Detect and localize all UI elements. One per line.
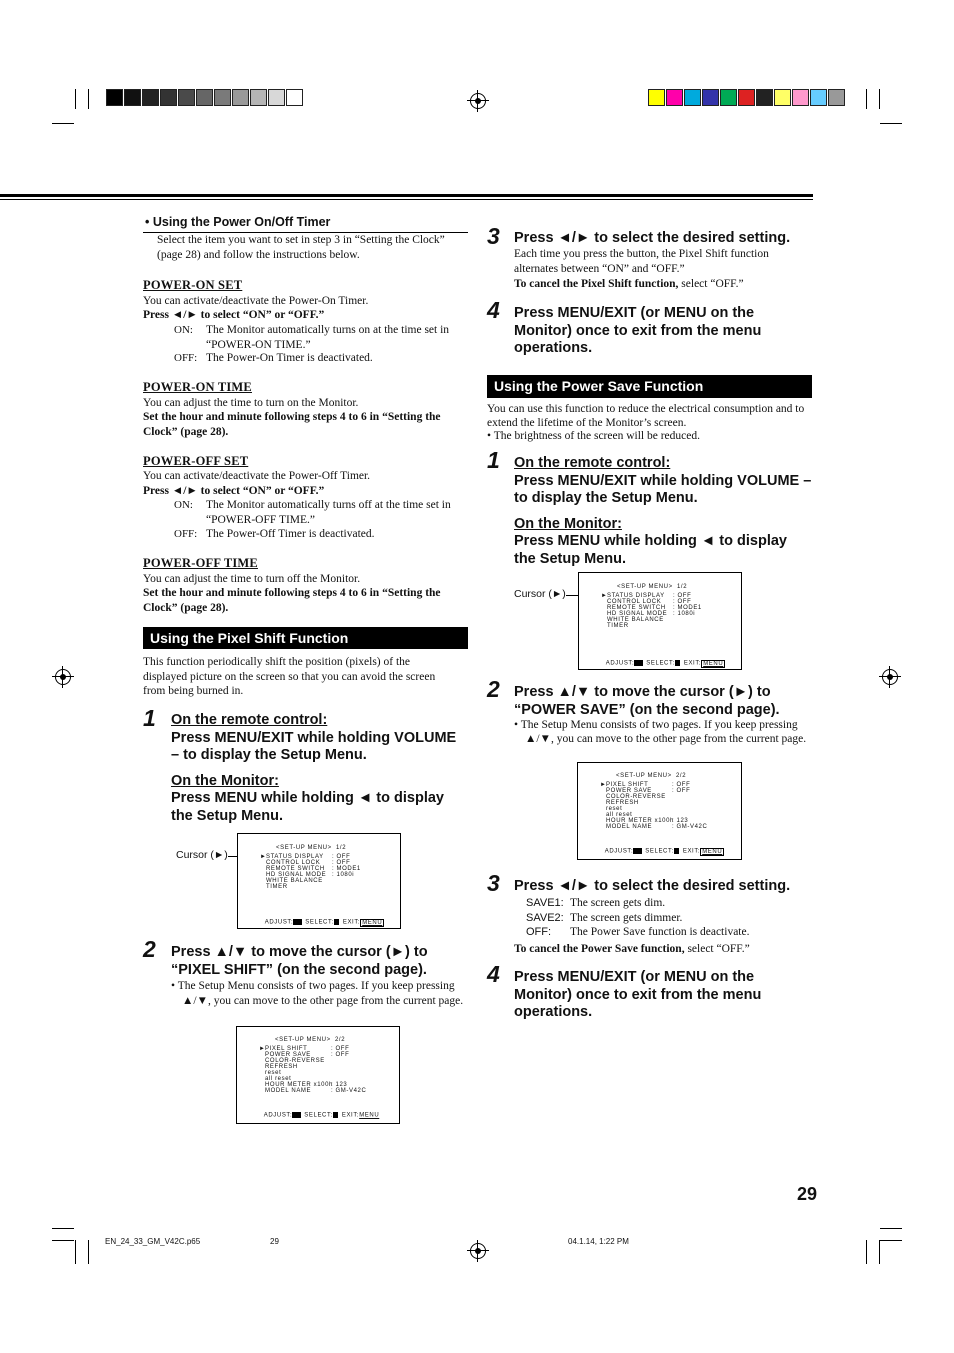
pixel-step3-number: 3 xyxy=(487,223,500,249)
registration-mark-top-icon xyxy=(470,93,486,109)
menu1b-value: : 1080i xyxy=(673,611,696,617)
gray-swatch xyxy=(124,89,141,106)
pixel-step3-cancel xyxy=(514,277,810,292)
power-on-set-press: Press ◄/► to select “ON” or “OFF.” xyxy=(143,309,325,321)
menu1b-item: TIMER xyxy=(607,623,629,629)
footer-filename: EN_24_33_GM_V42C.p65 xyxy=(105,1237,201,1246)
gray-swatch xyxy=(160,89,177,106)
power-save-step2-text: Press ▲/▼ to move the cursor (►) to “POWER SAVE” (on the second page). xyxy=(514,684,780,718)
power-save-step4-text: Press MENU/EXIT (or MENU on the Monitor) once to exit from the menu operations. xyxy=(514,969,762,1020)
setup-menu-page1-screen xyxy=(237,833,401,929)
power-save-step1-text xyxy=(514,455,812,568)
power-off-time-desc: You can adjust the time to turn off the Monitor. xyxy=(143,573,361,585)
menu2a-footer-exit: EXIT: xyxy=(341,1112,360,1119)
power-off-time-title: POWER-OFF TIME xyxy=(143,556,258,570)
menu2b-item: PIXEL SHIFT xyxy=(606,782,649,788)
power-on-time-title: POWER-ON TIME xyxy=(143,380,252,394)
menu2b-value: : GM-V42C xyxy=(672,824,708,830)
footer-page: 29 xyxy=(270,1237,279,1246)
menu2a-item: POWER SAVE xyxy=(265,1052,311,1058)
menu2a-footer-menu-key: MENU xyxy=(359,1112,380,1119)
pixel-step3-cancel-bold: To cancel the Pixel Shift function, xyxy=(514,278,679,290)
power-save-cancel-bold: To cancel the Power Save function, xyxy=(514,943,685,955)
setup-menu-page2-screen-right xyxy=(577,762,742,860)
menu2a-value: : 123 xyxy=(331,1082,348,1088)
power-save-step3-cancel xyxy=(514,942,750,957)
color-swatch xyxy=(702,89,719,106)
power-off-set-on-desc: The Monitor automatically turns off at the time set in “POWER-OFF TIME.” xyxy=(206,499,451,526)
power-on-time-bold: Set the hour and minute following steps 4 to 6 in “Setting the Clock” (page 28). xyxy=(143,411,441,438)
power-save-step1-monitor-label: On the Monitor: xyxy=(514,515,622,532)
save1-key: SAVE1: xyxy=(526,897,564,909)
menu1-item: WHITE BALANCE xyxy=(266,878,323,884)
pixel-step4-number: 4 xyxy=(487,297,500,323)
menu1-title: <SET-UP MENU> xyxy=(276,845,332,851)
menu2a-item: reset xyxy=(265,1070,282,1076)
menu2b-item: reset xyxy=(606,806,623,812)
color-swatch xyxy=(792,89,809,106)
power-off-set-off-desc: The Power-Off Timer is deactivated. xyxy=(206,528,375,540)
timer-intro: Select the item you want to set in step 3 in “Setting the Clock” (page 28) and follow the instructions below. xyxy=(157,234,445,261)
menu2a-footer-adjust: ADJUST: xyxy=(263,1112,293,1119)
power-save-step1-remote-text: Press MENU/EXIT while holding VOLUME – to display the Setup Menu. xyxy=(514,472,812,506)
power-off-set-on-key: ON: xyxy=(174,499,193,511)
menu2a-title: <SET-UP MENU> xyxy=(275,1037,331,1043)
timer-heading: • Using the Power On/Off Timer xyxy=(145,215,331,229)
menu2a-item: MODEL NAME xyxy=(265,1088,312,1094)
menu1b-footer-exit: EXIT: xyxy=(683,660,702,667)
power-save-banner: Using the Power Save Function xyxy=(487,375,812,398)
menu1b-footer xyxy=(597,654,725,673)
color-swatch xyxy=(648,89,665,106)
menu1-value: : 1080i xyxy=(332,872,355,878)
pixel-step2-text: Press ▲/▼ to move the cursor (►) to “PIXEL SHIFT” (on the second page). xyxy=(171,944,428,978)
menu1b-item: WHITE BALANCE xyxy=(607,617,664,623)
power-off-time-bold: Set the hour and minute following steps 4 to 6 in “Setting the Clock” (page 28). xyxy=(143,587,441,614)
power-on-set-desc: You can activate/deactivate the Power-On Timer. xyxy=(143,295,369,307)
pixel-step2-number: 2 xyxy=(143,936,156,962)
power-on-set-off-desc: The Power-On Timer is deactivated. xyxy=(206,352,373,364)
pixel-step1-text xyxy=(171,712,466,825)
menu1b-page: 1/2 xyxy=(677,584,688,590)
menu1-item: CONTROL LOCK xyxy=(266,860,321,866)
setup-menu-page1-screen-right xyxy=(578,572,742,670)
pixel-step1-remote-label: On the remote control: xyxy=(171,712,328,728)
menu1-footer xyxy=(256,913,384,932)
power-save-cursor-label: Cursor (►) xyxy=(514,588,566,600)
gray-swatch xyxy=(268,89,285,106)
menu2b-cursor-icon: ► xyxy=(600,782,607,788)
menu1b-value: : OFF xyxy=(673,593,692,599)
power-save-cancel-rest: select “OFF.” xyxy=(684,943,750,955)
select-arrows-icon xyxy=(675,660,680,666)
power-on-time-desc: You can adjust the time to turn on the Monitor. xyxy=(143,397,359,409)
power-off-set-title: POWER-OFF SET xyxy=(143,454,249,468)
power-on-set-off-key: OFF: xyxy=(174,352,198,364)
menu1b-item: REMOTE SWITCH xyxy=(607,605,666,611)
gray-swatch xyxy=(214,89,231,106)
pixel-shift-banner: Using the Pixel Shift Function xyxy=(143,627,468,649)
gray-swatch xyxy=(286,89,303,106)
power-save-step4-number: 4 xyxy=(487,961,500,987)
pixel-step1-monitor-label: On the Monitor: xyxy=(171,772,279,789)
select-arrows-icon xyxy=(333,1112,338,1118)
power-save-step3-options xyxy=(526,896,811,940)
color-swatch xyxy=(666,89,683,106)
menu1-item: HD SIGNAL MODE xyxy=(266,872,327,878)
menu2a-value: : OFF xyxy=(331,1046,350,1052)
select-arrows-icon xyxy=(674,848,679,854)
menu1-value: : MODE1 xyxy=(332,866,361,872)
registration-mark-bottom-icon xyxy=(470,1243,486,1259)
gray-swatch xyxy=(196,89,213,106)
color-swatch xyxy=(738,89,755,106)
menu2a-item: HOUR METER x100h xyxy=(265,1082,333,1088)
color-swatch xyxy=(774,89,791,106)
color-swatch xyxy=(828,89,845,106)
save2-key: SAVE2: xyxy=(526,911,564,924)
color-swatch xyxy=(810,89,827,106)
menu1b-value: : OFF xyxy=(673,599,692,605)
menu1-footer-menu-key: MENU xyxy=(362,919,383,926)
menu2b-item: HOUR METER x100h xyxy=(606,818,674,824)
save2-desc: The screen gets dimmer. xyxy=(570,911,683,924)
gray-swatch xyxy=(142,89,159,106)
pixel-cursor-label: Cursor (►) xyxy=(176,849,228,861)
menu1-item: STATUS DISPLAY xyxy=(266,854,324,860)
registration-mark-right-icon xyxy=(882,669,898,685)
save1-desc: The screen gets dim. xyxy=(570,897,666,909)
menu2a-footer-select: SELECT: xyxy=(304,1112,333,1119)
gray-swatch xyxy=(232,89,249,106)
power-off-set-press: Press ◄/► to select “ON” or “OFF.” xyxy=(143,485,325,497)
menu2b-value: : OFF xyxy=(672,788,691,794)
menu2b-footer-adjust: ADJUST: xyxy=(604,848,634,855)
power-save-step2-number: 2 xyxy=(487,676,500,702)
menu2a-item: all reset xyxy=(265,1076,292,1082)
menu2b-footer-menu-key: MENU xyxy=(702,848,723,855)
adjust-arrows-icon xyxy=(292,1112,301,1118)
power-save-step1-monitor-text: Press MENU while holding ◄ to display the Setup Menu. xyxy=(514,533,787,567)
power-save-step3-text: Press ◄/► to select the desired setting. xyxy=(514,878,791,894)
menu2a-item: REFRESH xyxy=(265,1064,298,1070)
page-number: 29 xyxy=(797,1184,818,1204)
power-save-bullet: • The brightness of the screen will be reduced. xyxy=(487,430,700,442)
menu1-value: : OFF xyxy=(332,860,351,866)
menu2a-footer xyxy=(255,1106,379,1125)
menu1b-item: HD SIGNAL MODE xyxy=(607,611,668,617)
menu2a-page: 2/2 xyxy=(335,1037,346,1043)
menu1-item: REMOTE SWITCH xyxy=(266,866,325,872)
power-off-set-desc: You can activate/deactivate the Power-Off Timer. xyxy=(143,470,371,482)
menu1b-footer-select: SELECT: xyxy=(646,660,675,667)
menu2b-item: POWER SAVE xyxy=(606,788,652,794)
menu1-footer-exit: EXIT: xyxy=(342,919,361,926)
pixel-step4-text: Press MENU/EXIT (or MENU on the Monitor) once to exit from the menu operations. xyxy=(514,305,762,356)
header-rule xyxy=(0,194,813,197)
header-rule-thin xyxy=(0,199,813,200)
pixel-step1-monitor-text: Press MENU while holding ◄ to display the Setup Menu. xyxy=(171,790,444,824)
pixel-shift-intro: This function periodically shift the position (pixels) of the displayed picture on the screen so that you can avoid the screen from being burned in. xyxy=(143,656,436,697)
power-save-step1-remote-label: On the remote control: xyxy=(514,455,671,471)
gray-swatch xyxy=(106,89,123,106)
menu2b-footer xyxy=(596,842,724,861)
power-on-set-on-desc: The Monitor automatically turns on at the time set in “POWER-ON TIME.” xyxy=(206,324,450,351)
gray-swatch xyxy=(178,89,195,106)
power-on-set-title: POWER-ON SET xyxy=(143,278,243,292)
menu1b-title: <SET-UP MENU> xyxy=(617,584,673,590)
menu2b-item: all reset xyxy=(606,812,633,818)
registration-mark-left-icon xyxy=(55,669,71,685)
menu1b-footer-menu-key: MENU xyxy=(703,660,724,667)
power-save-step3-number: 3 xyxy=(487,870,500,896)
adjust-arrows-icon xyxy=(634,660,643,666)
menu1-footer-adjust: ADJUST: xyxy=(264,919,294,926)
gray-swatch xyxy=(250,89,267,106)
adjust-arrows-icon xyxy=(633,848,642,854)
pixel-step3-text: Press ◄/► to select the desired setting. xyxy=(514,230,791,246)
pixel-step3-cancel-rest: select “OFF.” xyxy=(678,278,744,290)
setup-menu-page2-screen-left xyxy=(236,1026,400,1124)
save-off-key: OFF: xyxy=(526,926,552,938)
menu2b-page: 2/2 xyxy=(676,773,687,779)
adjust-arrows-icon xyxy=(293,919,302,925)
menu2b-value: : 123 xyxy=(672,818,689,824)
save-off-desc: The Power Save function is deactivate. xyxy=(570,926,750,938)
power-on-set-on-key: ON: xyxy=(174,324,193,336)
menu2a-item: PIXEL SHIFT xyxy=(265,1046,308,1052)
menu1-item: TIMER xyxy=(266,884,288,890)
menu1b-footer-adjust: ADJUST: xyxy=(605,660,635,667)
menu2a-cursor-icon: ► xyxy=(259,1046,266,1052)
menu2a-item: COLOR-REVERSE xyxy=(265,1058,325,1064)
menu2a-value: : OFF xyxy=(331,1052,350,1058)
pixel-step1-number: 1 xyxy=(143,705,156,731)
pixel-step2-bullet: • The Setup Menu consists of two pages. If you keep pressing ▲/▼, you can move to the other page from the current page. xyxy=(171,980,464,1007)
menu1b-cursor-icon: ► xyxy=(601,593,608,599)
power-off-set-off-key: OFF: xyxy=(174,528,198,540)
menu2b-footer-select: SELECT: xyxy=(645,848,674,855)
pixel-step1-remote-text: Press MENU/EXIT while holding VOLUME – to display the Setup Menu. xyxy=(171,729,457,763)
power-save-step2-bullet: • The Setup Menu consists of two pages. If you keep pressing ▲/▼, you can move to the other page from the current page. xyxy=(514,719,807,745)
menu1-value: : OFF xyxy=(332,854,351,860)
menu1b-value: : MODE1 xyxy=(673,605,702,611)
menu2a-value: : GM-V42C xyxy=(331,1088,367,1094)
menu1b-item: STATUS DISPLAY xyxy=(607,593,665,599)
menu1-footer-select: SELECT: xyxy=(305,919,334,926)
menu1-page: 1/2 xyxy=(336,845,347,851)
menu2b-value: : OFF xyxy=(672,782,691,788)
menu2b-item: COLOR-REVERSE xyxy=(606,794,666,800)
power-save-step1-number: 1 xyxy=(487,447,500,473)
menu2b-title: <SET-UP MENU> xyxy=(616,773,672,779)
menu1-cursor-icon: ► xyxy=(260,854,267,860)
menu1b-item: CONTROL LOCK xyxy=(607,599,662,605)
footer-date: 04.1.14, 1:22 PM xyxy=(568,1237,629,1246)
pixel-step3-desc: Each time you press the button, the Pixel Shift function alternates between “ON” and “OFF.” xyxy=(514,248,769,275)
color-swatch xyxy=(684,89,701,106)
select-arrows-icon xyxy=(334,919,339,925)
menu2b-footer-exit: EXIT: xyxy=(682,848,701,855)
color-swatch xyxy=(756,89,773,106)
menu2b-item: MODEL NAME xyxy=(606,824,653,830)
power-save-intro: You can use this function to reduce the electrical consumption and to extend the lifetime of the Monitor’s screen. xyxy=(487,403,805,429)
menu2b-item: REFRESH xyxy=(606,800,639,806)
color-swatch xyxy=(720,89,737,106)
